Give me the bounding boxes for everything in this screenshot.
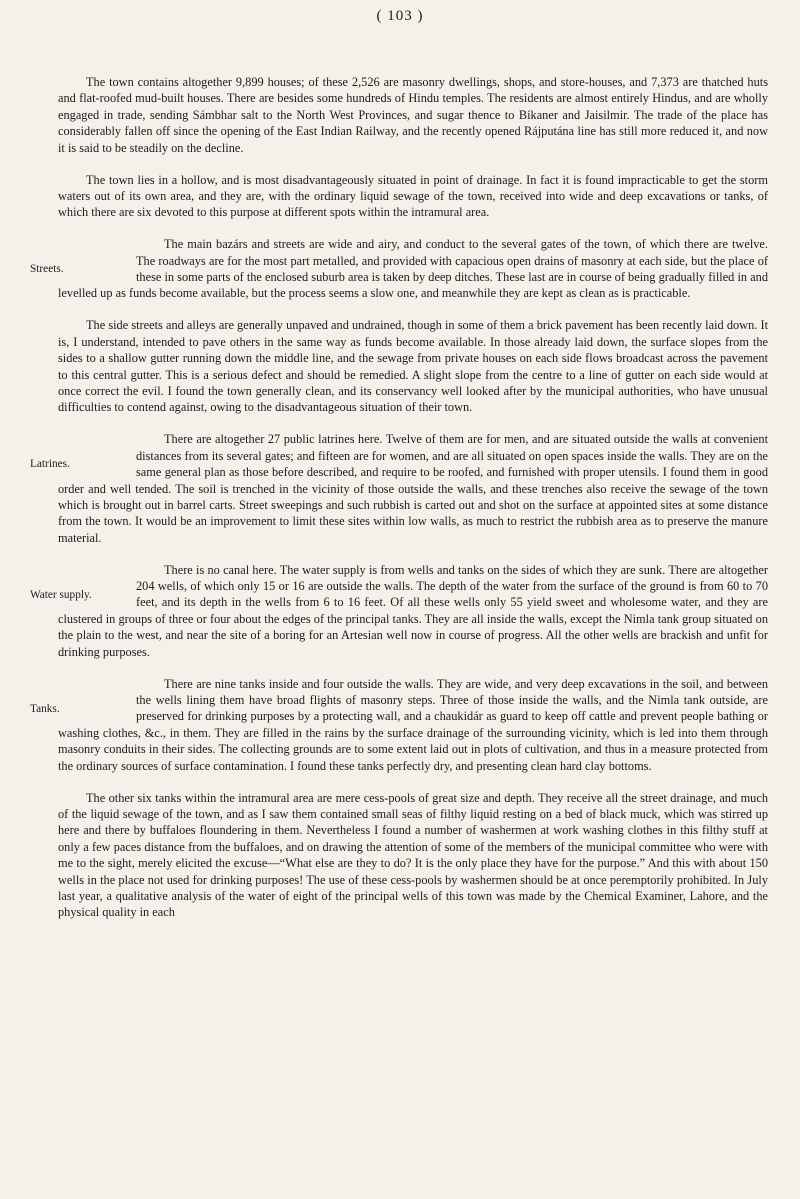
paragraph-water-supply-text: There is no canal here. The water supply is from wells and tanks on the sides of which they are sunk. There are altogether 204 wells, of which only 15 or 16 are outside the walls. The depth of the water from the surface of the ground is from 60 to 70 feet, and its depth in the wells from 6 to 16 feet. Of all these wells only 55 yield sweet and wholesome water, and they are clustered in groups of three or four about the edges of the principal tanks. They are all inside the walls, except the Nimla tank group situated on the plain to the west, and near the site of a boring for an Artesian well now in course of progress. All the other wells are brackish and unfit for drinking purposes. [58, 562, 768, 659]
paragraph-water-supply [30, 562, 768, 660]
paragraph-cess-pools: The other six tanks within the intramural area are mere cess-pools of great size and depth. They receive all the street drainage, and much of the liquid sewage of the town, and as I saw them contained small seas of filthy liquid resting on a bed of black muck, which was stirred up here and there by buffaloes floundering in them. Nevertheless I found a number of washermen at work washing clothes in this filthy stuff at only a few paces distance from the buffaloes, and on drawing the attention of some of the members of the municipal committee who were with me to the sight, merely elicited the excuse—“What else are they to do? It is the only place they have for the purpose.” And this with about 150 wells in the place not used for drinking purposes! The use of these cess-pools by washermen should be at once peremptorily prohibited. In July last year, a qualitative analysis of the water of eight of the principal wells of this town was made by the Chemical Examiner, Lahore, and the physical quality in each [58, 790, 768, 920]
paragraph-tanks [30, 676, 768, 774]
sidenote-tanks: Tanks. [30, 702, 60, 715]
paragraph-latrines [30, 431, 768, 546]
sidenote-latrines: Latrines. [30, 458, 70, 471]
paragraph-streets [30, 236, 768, 302]
sidenote-streets: Streets. [30, 263, 64, 276]
paragraph-latrines-text: There are altogether 27 public latrines here. Twelve of them are for men, and are situated outside the walls at convenient distances from its several gates; and fifteen are for women, and are all situated on open spaces inside the walls. They are on the same general plan as those before described, and require to be roofed, and furnished with proper utensils. I found them in good order and well tended. The soil is trenched in the vicinity of those outside the walls, and these trenches also receive the sewage of the town which is brought out in barrel carts. Street sweepings and such rubbish is carted out and shot on the surface at appointed sites at some distance from the town. It would be an improvement to limit these sites within low walls, as much to restrict the rubbish area as to preserve the manure material. [58, 432, 768, 545]
paragraph-drainage: The town lies in a hollow, and is most disadvantageously situated in point of drainage. In fact it is found impracticable to get the storm waters out of its own area, and they are, with the ordinary liquid sewage of the town, received into wide and deep excavations or tanks, of which there are six devoted to this purpose at different spots within the intramural area. [58, 172, 768, 220]
body-text [30, 74, 768, 921]
paragraph-side-streets: The side streets and alleys are generally unpaved and undrained, though in some of them a brick pavement has been recently laid down. It is, I understand, intended to pave others in the same way as funds become available. In those already laid down, the surface slopes from the sides to a shallow gutter running down the middle line, and the sewage from private houses on each side flows broadcast across the pavement to this central gutter. This is a serious defect and should be remedied. A slight slope from the centre to a line of gutter on each side would at once correct the evil. I found the town generally clean, and its conservancy well looked after by the municipal authorities, who have unusual difficulties to contend against, owing to the disadvantageous situation of their town. [58, 318, 768, 415]
paragraph-tanks-text: There are nine tanks inside and four outside the walls. They are wide, and very deep excavations in the soil, and between the wells lining them have broad flights of masonry steps. Three of those inside the walls, and the Nimla tank outside, are preserved for drinking purposes by a protecting wall, and a chaukidár as guard to keep off cattle and prevent people bathing or washing clothes, &c., in them. They are filled in the rains by the surface drainage of the surrounding vicinity, which is led into them through masonry conduits in their sides. The collecting grounds are to some extent laid out in plots of cultivation, and thus in a measure protected from the ordinary sources of surface contamination. I found these tanks perfectly dry, and presenting clean hard clay bottoms. [58, 676, 768, 773]
paragraph-town-houses: The town contains altogether 9,899 houses; of these 2,526 are masonry dwellings, shops, and store-houses, and 7,373 are thatched huts and flat-roofed mud-built houses. There are besides some hundreds of Hindu temples. The residents are almost entirely Hindus, and are wholly engaged in trade, sending Sámbhar salt to the North West Provinces, and sugar thence to Bíkaner and Jaisilmir. The trade of the place has considerably fallen off since the opening of the East Indian Railway, and the recently opened Rájputána line has still more reduced it, and now it is said to be steadily on the decline. [58, 75, 768, 155]
paragraph-streets-text: The main bazárs and streets are wide and airy, and conduct to the several gates of the town, of which there are twelve. The roadways are for the most part metalled, and provided with capacious open drains of masonry at each side, but the place of these in some parts of the enclosed suburb area is taken by deep ditches. These last are in course of being gradually filled in and levelled up as funds become available, but the process seems a slow one, and meanwhile they are kept as clean as is practicable. [58, 237, 768, 301]
page-number: ( 103 ) [376, 8, 424, 24]
sidenote-water-supply: Water supply. [30, 588, 92, 601]
